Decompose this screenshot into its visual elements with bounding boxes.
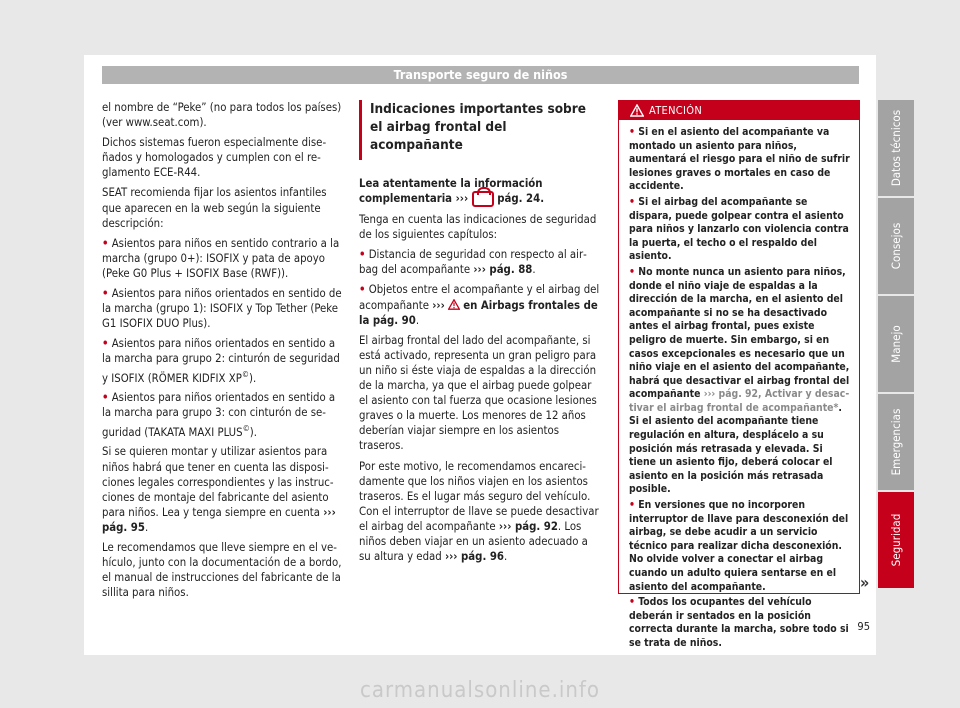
paragraph: Si se quieren montar y utilizar asientos para niños habrá que tener en cuenta las disposiciones legales correspondientes y las instrucciones de montaje del fabricante del asiento para niños. Lea y tenga siempre en cuenta ››› pág. 95. <box>102 445 336 534</box>
paragraph: Tenga en cuenta las indicaciones de seguridad de los siguientes capítulos: <box>359 213 597 242</box>
paragraph: Por este motivo, le recomendamos encarecidamente que los niños viajen en los asientos traseros. Es el lugar más seguro del vehículo. Con el interruptor de llave se puede desactivar el airbag del acompañante ››› pág. 92. Los niños deben viajar en un asiento adecuado a su altura y edad ››› pág. 96. <box>359 459 599 564</box>
paragraph: SEAT recomienda fijar los asientos infantiles que aparecen en la web según la siguiente descripción: <box>102 186 327 230</box>
list-item: • Objetos entre el acompañante y el airbag del acompañante ››› en Airbags frontales de la pág. 90. <box>359 283 600 327</box>
warning-item: • No monte nunca un asiento para niños, donde el niño viaje de espaldas a la dirección de la marcha, en el asiento del acompañante si no se ha desactivado antes el airbag frontal, pues existe peligro de muerte. Sin embargo, si en casos excepcionales es necesario que un niño viaje en el asiento del acompañante, habrá que desactivar el airbag frontal del acompañante ››› pág. 92, Activar y desactivar el airbag frontal de acompañante*. Si el asiento del acompañante tiene regulación en altura, desplácelo a su posición más retrasada y elevada. Si tiene un asiento fijo, deberá colocar el asiento en la posición más retrasada posible. <box>629 265 850 496</box>
middle-column <box>359 100 601 569</box>
list-item: • Asientos para niños orientados en sentido a la marcha para grupo 2: cinturón de seguridad y ISOFIX (RÖMER KIDFIX XP©). <box>102 337 340 385</box>
paragraph: El airbag frontal del lado del acompañante, si está activado, representa un gran peligro para un niño si éste viaja de espaldas a la dirección de la marcha, ya que el airbag puede golpear el asiento con tal fuerza que ocasione lesiones graves o la muerte. Los menores de 12 años deberían viajar siempre en los asientos traseros. <box>359 333 597 453</box>
paragraph: Dichos sistemas fueron especialmente diseñados y homologados y cumplen con el reglamento ECE-R44. <box>102 136 327 180</box>
warning-item: • Si el airbag del acompañante se dispara, puede golpear contra el asiento para niños y lanzarlo con violencia contra la puerta, el techo o el respaldo del asiento. <box>629 195 849 263</box>
warning-item: • Todos los ocupantes del vehículo deberán ir sentados en la posición correcta durante la marcha, sobre todo si se trata de niños. <box>629 596 849 649</box>
page-number: 95 <box>857 620 870 633</box>
tab-seguridad[interactable]: Seguridad <box>878 492 914 588</box>
list-item: • Asientos para niños orientados en sentido de la marcha (grupo 1): ISOFIX y Top Tether (Peke G1 ISOFIX DUO Plus). <box>102 287 342 331</box>
list-item: • Asientos para niños en sentido contrario a la marcha (grupo 0+): ISOFIX y pata de apoyo (Peke G0 Plus + ISOFIX Base (RWF)). <box>102 236 340 280</box>
page-header: Transporte seguro de niños <box>102 66 859 84</box>
warning-header <box>619 101 859 120</box>
warning-title: ATENCIÓN <box>649 104 703 117</box>
warning-item: • Si en el asiento del acompañante va montado un asiento para niños, aumentará el riesgo para el niño de sufrir lesiones graves o mortales en caso de accidente. <box>629 126 850 193</box>
tab-manejo[interactable]: Manejo <box>878 296 914 392</box>
page-link[interactable]: ››› pág. 96 <box>444 550 504 564</box>
page-link[interactable]: en Airbags frontales de la pág. 90 <box>359 298 598 327</box>
warning-triangle-icon <box>448 299 460 310</box>
warning-triangle-icon <box>630 104 644 117</box>
left-column <box>102 100 342 605</box>
page-link[interactable]: ››› pág. 95 <box>102 505 336 534</box>
page-link[interactable]: ››› pág. 92 <box>498 519 558 533</box>
warning-body <box>619 120 859 651</box>
tab-consejos[interactable]: Consejos <box>878 198 914 294</box>
tab-datos-tecnicos[interactable]: Datos técnicos <box>878 100 914 196</box>
list-item: • Distancia de seguridad con respecto al airbag del acompañante ››› pág. 88. <box>359 248 587 277</box>
warning-box <box>618 100 860 649</box>
page-link[interactable]: pág. 24 <box>497 192 541 206</box>
tab-emergencias[interactable]: Emergencias <box>878 394 914 490</box>
watermark: carmanualsonline.info <box>360 678 600 703</box>
continue-arrow-icon: » <box>860 573 870 592</box>
page-link[interactable]: ››› pág. 88 <box>473 263 533 277</box>
book-icon <box>472 191 494 207</box>
paragraph: el nombre de “Peke” (no para todos los países) (ver www.seat.com). <box>102 101 342 130</box>
warning-item: • En versiones que no incorporen interruptor de llave para desconexión del airbag, se debe acudir a un servicio técnico para realizar dicha desconexión. No olvide volver a conectar el airbag cuando un adulto quiera sentarse en el asiento del acompañante. <box>629 499 849 593</box>
section-heading: Indicaciones importantes sobre el airbag frontal del acompañante <box>359 100 601 160</box>
intro-text: Lea atentamente la información complementaria ››› pág. 24. <box>359 177 545 206</box>
list-item: • Asientos para niños orientados en sentido a la marcha para grupo 3: con cinturón de seguridad (TAKATA MAXI PLUS©). <box>102 391 336 439</box>
page-link[interactable]: ››› pág. 92, Activar y desactivar el airbag frontal de acompañante* <box>629 388 850 414</box>
paragraph: Le recomendamos que lleve siempre en el vehículo, junto con la documentación de a bordo, el manual de instrucciones del fabricante de la sillita para niños. <box>102 540 342 600</box>
